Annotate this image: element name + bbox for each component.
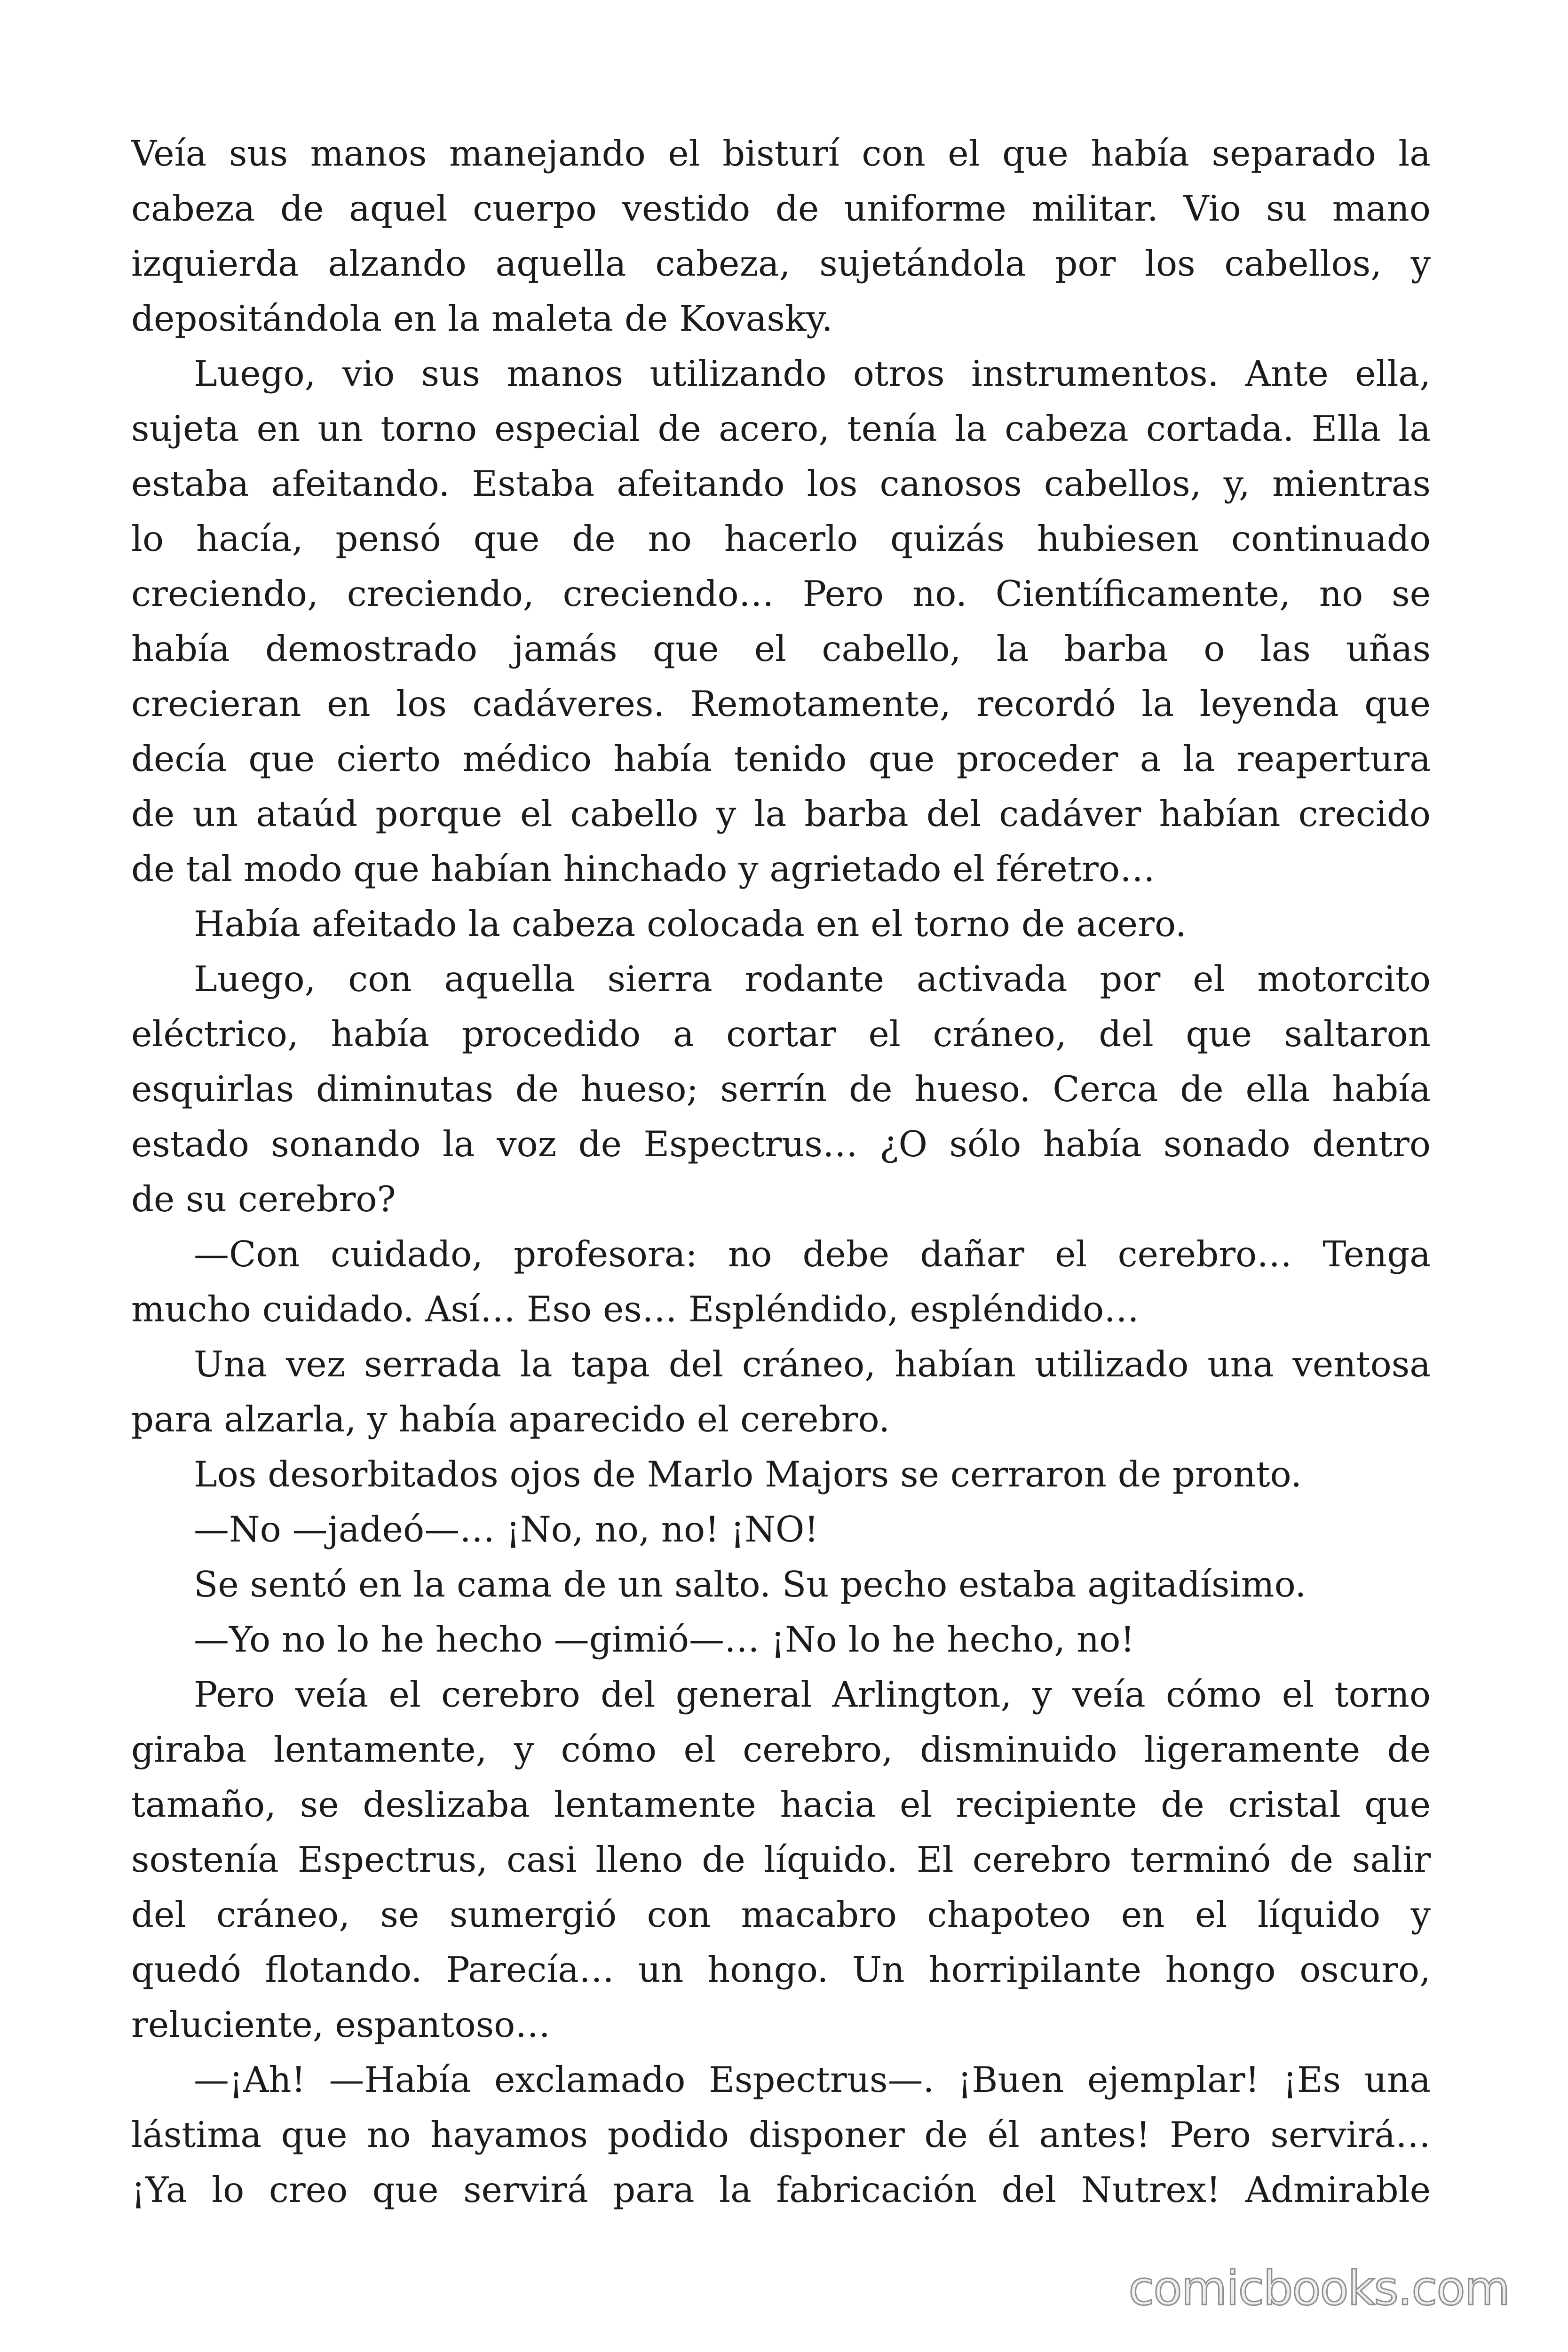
text-line: había demostrado jamás que el cabello, la barba o las uñas [131, 628, 1431, 669]
paragraph [131, 1667, 1431, 2052]
text-line: para alzarla, y había aparecido el cerebro. [131, 1398, 890, 1440]
text-line: crecieran en los cadáveres. Remotamente, recordó la leyenda que [131, 683, 1431, 724]
text-line: giraba lentamente, y cómo el cerebro, disminuido ligeramente de [131, 1729, 1431, 1770]
text-line: depositándola en la maleta de Kovasky. [131, 298, 833, 339]
text-line: de su cerebro? [131, 1178, 396, 1220]
text-line: tamaño, se deslizaba lentamente hacia el recipiente de cristal que [131, 1784, 1431, 1825]
paragraph [131, 1502, 1431, 1557]
paragraph [131, 897, 1431, 952]
text-line: de tal modo que habían hinchado y agrietado el féretro… [131, 848, 1155, 890]
text-line: izquierda alzando aquella cabeza, sujetándola por los cabellos, y [131, 243, 1431, 284]
text-line: ¡Ya lo creo que servirá para la fabricación del Nutrex! Admirable [131, 2169, 1431, 2210]
text-line: —¡Ah! —Había exclamado Espectrus—. ¡Buen ejemplar! ¡Es una [194, 2059, 1431, 2100]
text-line: del cráneo, se sumergió con macabro chapoteo en el líquido y [131, 1894, 1431, 1935]
text-line: —Con cuidado, profesora: no debe dañar el cerebro… Tenga [194, 1233, 1431, 1275]
text-line: sostenía Espectrus, casi lleno de líquido. El cerebro terminó de salir [131, 1839, 1431, 1880]
text-line: estado sonando la voz de Espectrus… ¿O sólo había sonado dentro [131, 1123, 1431, 1165]
text-line: cabeza de aquel cuerpo vestido de uniforme militar. Vio su mano [131, 188, 1431, 229]
text-line: reluciente, espantoso… [131, 2004, 551, 2045]
text-line: Había afeitado la cabeza colocada en el torno de acero. [194, 903, 1187, 945]
watermark-logo: comicbooks.com [1128, 2261, 1509, 2316]
paragraph [131, 1557, 1431, 1612]
text-line: mucho cuidado. Así… Eso es… Espléndido, espléndido… [131, 1288, 1140, 1330]
paragraph [131, 952, 1431, 1227]
paragraph [131, 2052, 1431, 2217]
text-line: Luego, vio sus manos utilizando otros instrumentos. Ante ella, [194, 353, 1431, 394]
text-line: quedó flotando. Parecía… un hongo. Un horripilante hongo oscuro, [131, 1949, 1431, 1990]
text-line: eléctrico, había procedido a cortar el cráneo, del que saltaron [131, 1013, 1431, 1055]
paragraph [131, 126, 1431, 346]
paragraph [131, 1227, 1431, 1337]
text-line: lástima que no hayamos podido disponer de él antes! Pero servirá… [131, 2114, 1431, 2155]
text-line: creciendo, creciendo, creciendo… Pero no. Científicamente, no se [131, 573, 1431, 614]
paragraph [131, 1337, 1431, 1447]
text-line: esquirlas diminutas de hueso; serrín de hueso. Cerca de ella había [131, 1068, 1431, 1110]
text-line: Veía sus manos manejando el bisturí con el que había separado la [131, 133, 1431, 174]
text-line: lo hacía, pensó que de no hacerlo quizás hubiesen continuado [131, 518, 1431, 559]
paragraph [131, 346, 1431, 897]
text-line: decía que cierto médico había tenido que proceder a la reapertura [131, 738, 1431, 779]
body-text [131, 126, 1431, 2217]
text-line: sujeta en un torno especial de acero, tenía la cabeza cortada. Ella la [131, 408, 1431, 449]
text-line: Los desorbitados ojos de Marlo Majors se cerraron de pronto. [194, 1454, 1302, 1495]
text-line: Pero veía el cerebro del general Arlington, y veía cómo el torno [194, 1674, 1431, 1715]
text-line: Luego, con aquella sierra rodante activada por el motorcito [194, 958, 1431, 1000]
text-line: de un ataúd porque el cabello y la barba del cadáver habían crecido [131, 793, 1431, 834]
text-line: estaba afeitando. Estaba afeitando los canosos cabellos, y, mientras [131, 463, 1431, 504]
text-line: —No —jadeó—… ¡No, no, no! ¡NO! [194, 1509, 819, 1550]
text-line: Se sentó en la cama de un salto. Su pecho estaba agitadísimo. [194, 1564, 1307, 1605]
text-line: Una vez serrada la tapa del cráneo, habían utilizado una ventosa [194, 1343, 1431, 1385]
text-line: —Yo no lo he hecho —gimió—… ¡No lo he hecho, no! [194, 1619, 1135, 1660]
paragraph [131, 1447, 1431, 1502]
paragraph [131, 1612, 1431, 1667]
